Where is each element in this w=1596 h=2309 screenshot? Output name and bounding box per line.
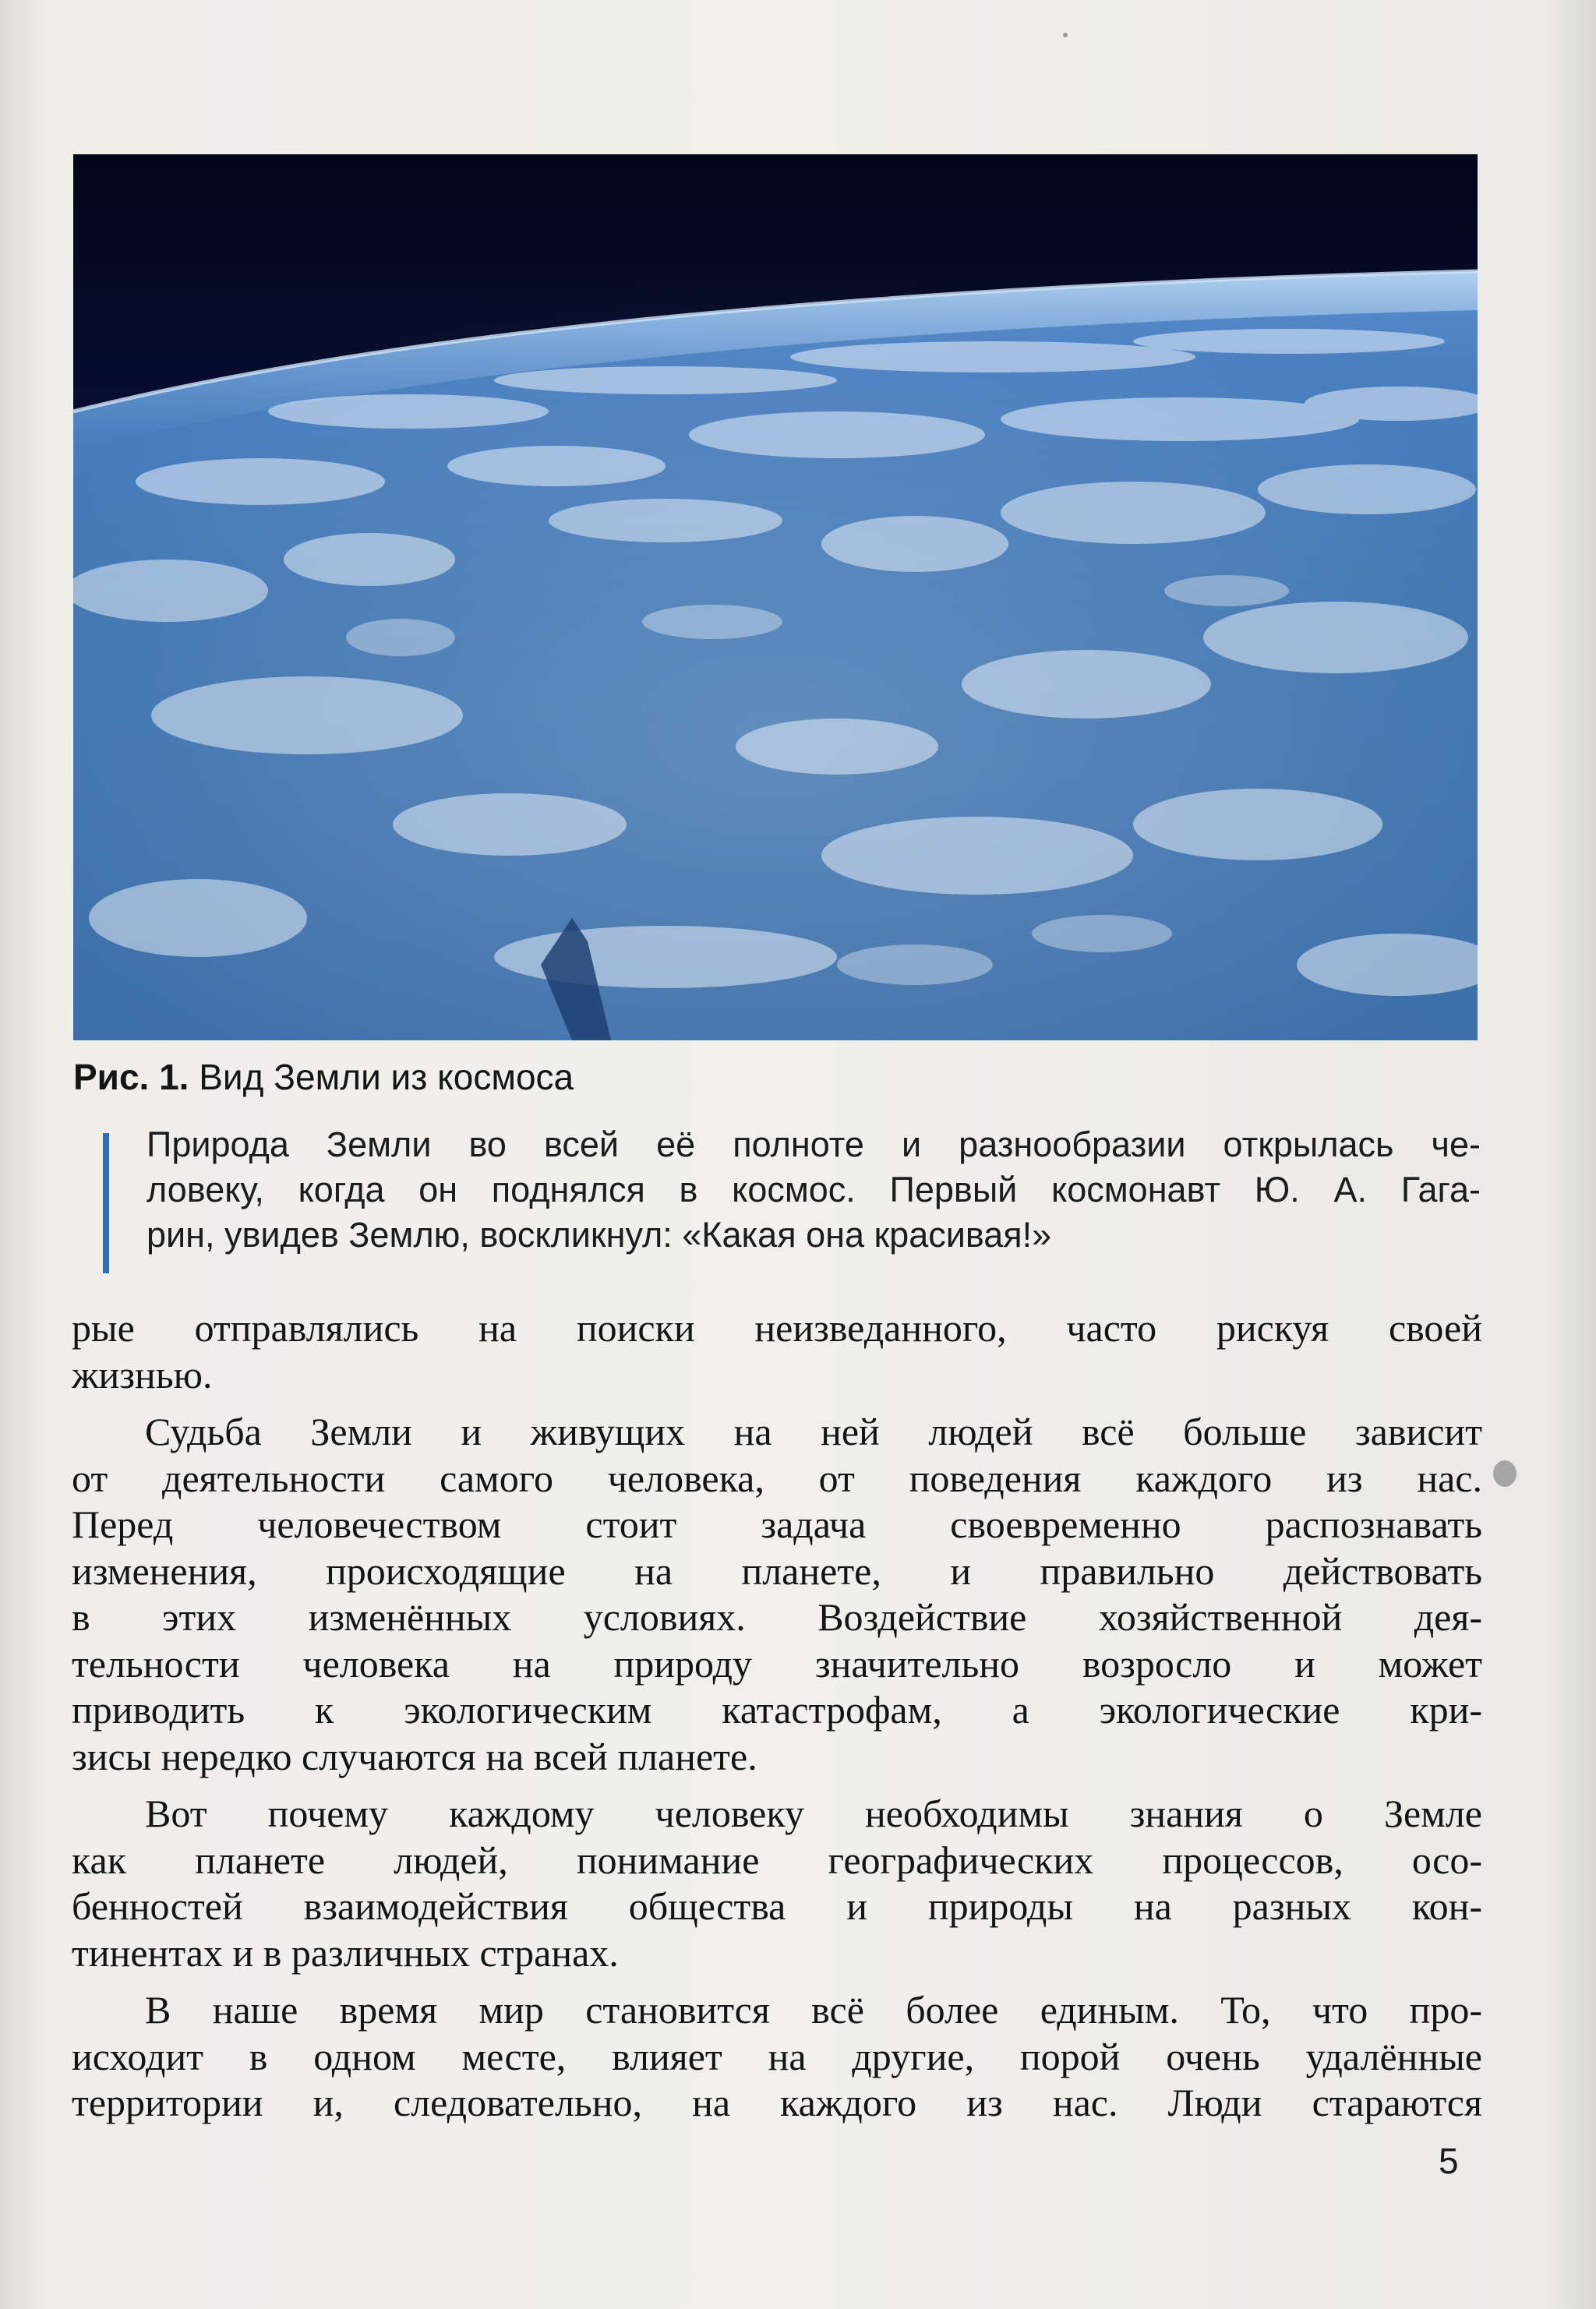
intro-paragraph [147,1122,1481,1258]
body-line: как планете людей, понимание географических процессов, осо- [72,1838,1482,1882]
binding-hole-mark [1493,1460,1517,1487]
body-line: в этих изменённых условиях. Воздействие хозяйственной дея- [72,1595,1482,1639]
body-line: В наше время мир становится всё более единым. То, что про- [145,1988,1482,2032]
print-speck [1063,33,1068,37]
intro-line: Природа Земли во всей её полноте и разнообразии открылась че- [147,1124,1481,1164]
body-line: изменения, происходящие на планете, и правильно действовать [72,1548,1482,1593]
figure-label: Рис. 1. [73,1057,189,1097]
figure-title: Вид Земли из космоса [199,1057,574,1097]
body-line: приводить к экологическим катастрофам, а экологические кри- [72,1688,1482,1732]
body-line: Судьба Земли и живущих на ней людей всё больше зависит [145,1410,1482,1453]
figure-caption [73,1054,574,1100]
body-line: от деятельности самого человека, от поведения каждого из нас. [72,1456,1482,1500]
earth-from-space-photo [73,154,1478,1040]
body-line: Вот почему каждому человеку необходимы знания о Земле [145,1792,1482,1835]
body-line: тинентах и в различных странах. [72,1930,619,1975]
intro-line: ловеку, когда он поднялся в космос. Первый космонавт Ю. А. Гага- [147,1170,1481,1209]
body-line: территории и, следовательно, на каждого из нас. Люди стараются [72,2081,1482,2124]
body-line: жизнью. [72,1352,213,1396]
body-line: рые отправлялись на поиски неизведанного, часто рискуя своей [72,1306,1482,1350]
body-line: тельности человека на природу значительно возросло и может [72,1641,1482,1686]
body-line: бенностей взаимодействия общества и природы на разных кон- [72,1884,1482,1928]
earth-photo-graphic [73,154,1478,1040]
callout-accent-bar [103,1133,109,1273]
body-line: исходит в одном месте, влияет на другие, порой очень удалённые [72,2034,1482,2078]
intro-line: рин, увидев Землю, воскликнул: «Какая она красивая!» [147,1215,1052,1255]
body-line: зисы нередко случаются на всей планете. [72,1734,757,1778]
body-line: Перед человечеством стоит задача своевременно распознавать [72,1502,1482,1546]
page-number: 5 [1439,2141,1459,2181]
body-text [72,1305,1482,2127]
